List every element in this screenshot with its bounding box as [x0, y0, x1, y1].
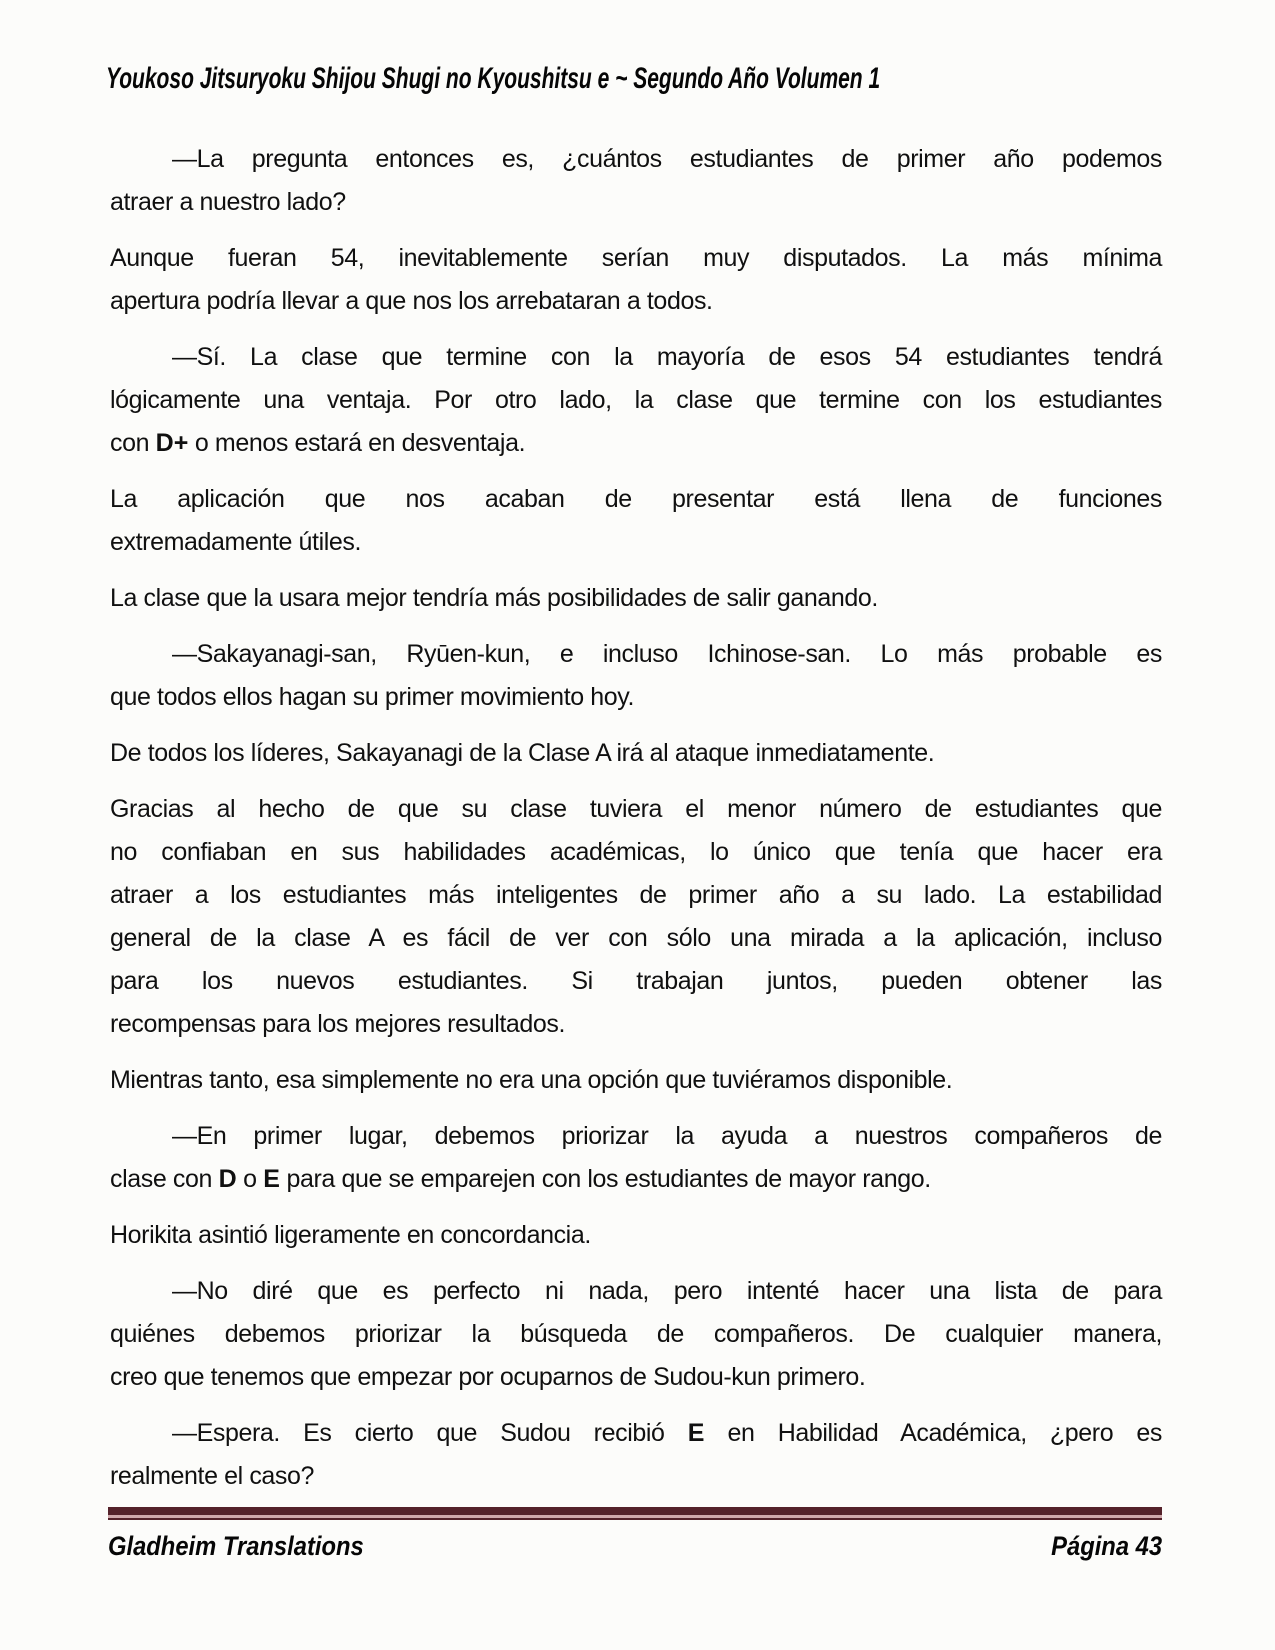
text-line: La clase que la usara mejor tendría más posibilidades de salir ganando.	[110, 584, 878, 612]
text-line: atraer a los estudiantes más inteligentes de primer año a su lado. La estabilidad	[110, 881, 1162, 909]
text-line: Horikita asintió ligeramente en concordancia.	[110, 1221, 591, 1249]
text-line: realmente el caso?	[110, 1462, 315, 1490]
text-line: lógicamente una ventaja. Por otro lado, la clase que termine con los estudiantes	[110, 386, 1162, 414]
paragraph	[110, 1412, 1162, 1498]
paragraph	[110, 1115, 1162, 1201]
footer-divider	[108, 1507, 1162, 1520]
paragraph	[110, 732, 1162, 775]
footer-page-number: Página 43	[1051, 1531, 1162, 1561]
text-line: —Espera. Es cierto que Sudou recibió E en Habilidad Académica, ¿pero es	[172, 1419, 1162, 1447]
text-line: De todos los líderes, Sakayanagi de la Clase A irá al ataque inmediatamente.	[110, 739, 935, 767]
text-line: con D+ o menos estará en desventaja.	[110, 429, 526, 457]
paragraph	[110, 138, 1162, 224]
footer-translator-credit: Gladheim Translations	[108, 1531, 364, 1561]
text-line: —En primer lugar, debemos priorizar la ayuda a nuestros compañeros de	[172, 1122, 1162, 1150]
paragraph	[110, 237, 1162, 323]
text-line: —Sí. La clase que termine con la mayoría de esos 54 estudiantes tendrá	[172, 343, 1162, 371]
text-line: atraer a nuestro lado?	[110, 188, 346, 216]
text-line: —Sakayanagi-san, Ryūen-kun, e incluso Ichinose-san. Lo más probable es	[172, 640, 1162, 668]
page-footer	[108, 1531, 1162, 1567]
text-line: no confiaban en sus habilidades académicas, lo único que tenía que hacer era	[110, 838, 1162, 866]
text-line: La aplicación que nos acaban de presentar está llena de funciones	[110, 485, 1162, 513]
paragraph	[110, 336, 1162, 465]
text-line: Aunque fueran 54, inevitablemente serían muy disputados. La más mínima	[110, 244, 1162, 272]
document-title: Youkoso Jitsuryoku Shijou Shugi no Kyoushitsu e ~ Segundo Año Volumen 1	[106, 62, 881, 95]
paragraph	[110, 788, 1162, 1046]
text-line: recompensas para los mejores resultados.	[110, 1010, 566, 1038]
divider-thin-bar	[108, 1518, 1162, 1520]
text-line: creo que tenemos que empezar por ocuparnos de Sudou-kun primero.	[110, 1363, 866, 1391]
text-line: clase con D o E para que se emparejen con los estudiantes de mayor rango.	[110, 1165, 931, 1193]
text-line: apertura podría llevar a que nos los arrebataran a todos.	[110, 287, 713, 315]
document-body	[110, 138, 1162, 1511]
paragraph	[110, 577, 1162, 620]
text-line: Mientras tanto, esa simplemente no era una opción que tuviéramos disponible.	[110, 1066, 953, 1094]
text-line: para los nuevos estudiantes. Si trabajan juntos, pueden obtener las	[110, 967, 1162, 995]
text-line: —No diré que es perfecto ni nada, pero intenté hacer una lista de para	[172, 1277, 1162, 1305]
divider-thick-bar	[108, 1507, 1162, 1515]
paragraph	[110, 1214, 1162, 1257]
paragraph	[110, 633, 1162, 719]
text-line: quiénes debemos priorizar la búsqueda de compañeros. De cualquier manera,	[110, 1320, 1162, 1348]
paragraph	[110, 1059, 1162, 1102]
page-header	[106, 62, 1162, 96]
paragraph	[110, 1270, 1162, 1399]
text-line: —La pregunta entonces es, ¿cuántos estudiantes de primer año podemos	[172, 145, 1162, 173]
text-line: extremadamente útiles.	[110, 528, 362, 556]
text-line: general de la clase A es fácil de ver con sólo una mirada a la aplicación, incluso	[110, 924, 1162, 952]
paragraph	[110, 478, 1162, 564]
text-line: Gracias al hecho de que su clase tuviera el menor número de estudiantes que	[110, 795, 1162, 823]
text-line: que todos ellos hagan su primer movimiento hoy.	[110, 683, 635, 711]
